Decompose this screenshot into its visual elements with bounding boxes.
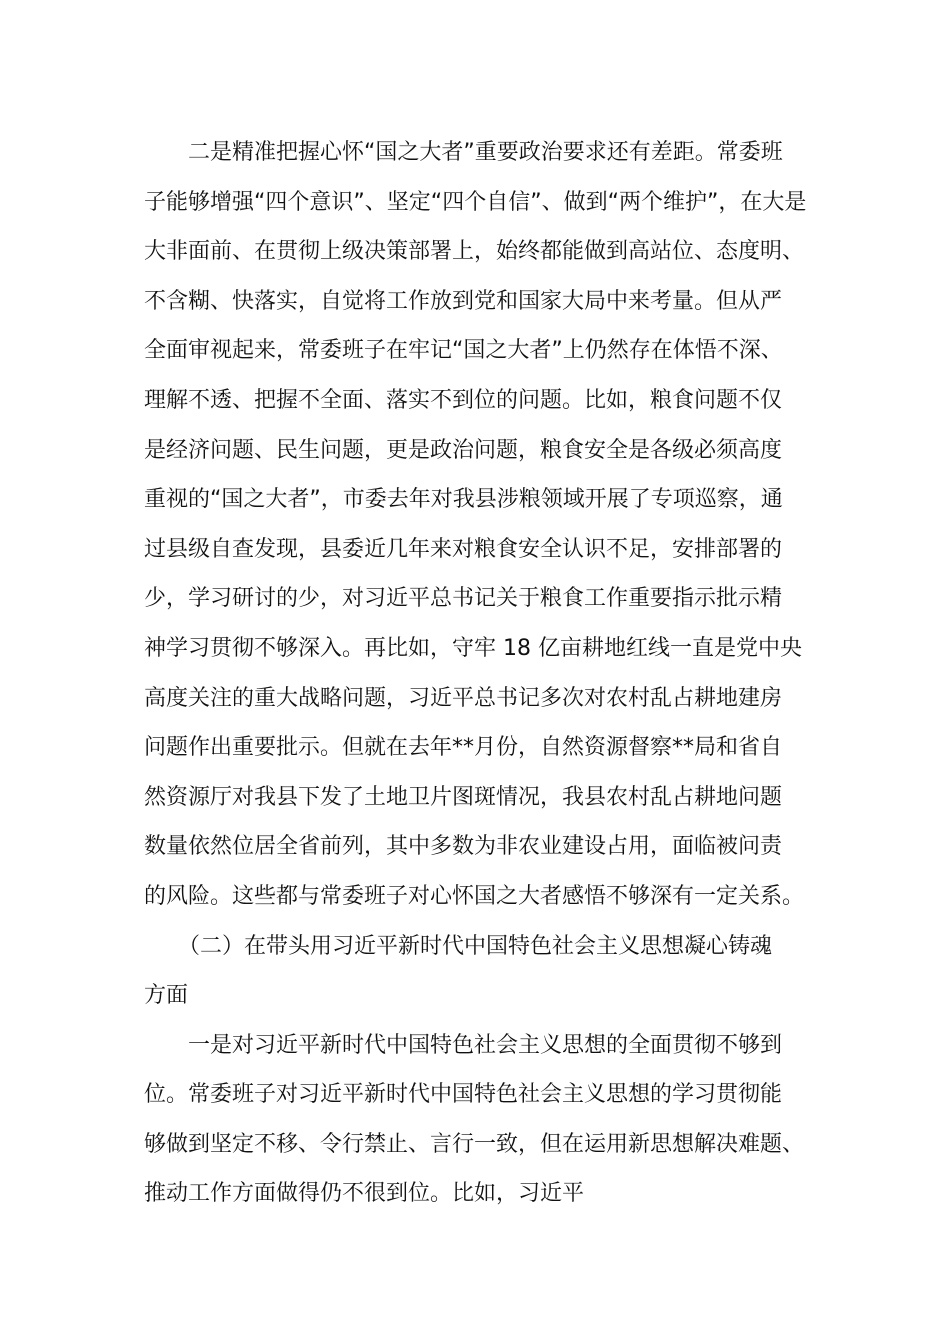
text-line: 理解不透、把握不全面、落实不到位的问题。比如，粮食问题不仅 <box>144 387 783 413</box>
text-line: 位。常委班子对习近平新时代中国特色社会主义思想的学习贯彻能 <box>144 1082 783 1108</box>
text-line: 神学习贯彻不够深入。再比如，守牢 18 亿亩耕地红线一直是党中央 <box>144 635 802 661</box>
paragraph-two <box>144 1021 812 1219</box>
text-line: 二是精准把握心怀“国之大者”重要政治要求还有差距。常委班 <box>188 140 783 165</box>
paragraph-one <box>144 128 812 922</box>
text-line: 是经济问题、民生问题，更是政治问题，粮食安全是各级必须高度 <box>144 437 783 463</box>
text-line: 然资源厅对我县下发了土地卫片图斑情况，我县农村乱占耕地问题 <box>144 784 783 810</box>
text-line: 问题作出重要批示。但就在去年**月份，自然资源督察**局和省自 <box>144 735 783 761</box>
document-body <box>144 128 812 1219</box>
text-line: 不含糊、快落实，自觉将工作放到党和国家大局中来考量。但从严 <box>144 288 783 314</box>
text-line: 少，学习研讨的少，对习近平总书记关于粮食工作重要指示批示精 <box>144 586 783 612</box>
text-line: 数量依然位居全省前列，其中多数为非农业建设占用，面临被问责 <box>144 834 783 860</box>
section-heading <box>144 922 812 1021</box>
text-line: 过县级自查发现，县委近几年来对粮食安全认识不足，安排部署的 <box>144 536 783 562</box>
text-line: 子能够增强“四个意识”、坚定“四个自信”、做到“两个维护”，在大是 <box>144 189 807 215</box>
text-line: 够做到坚定不移、令行禁止、言行一致，但在运用新思想解决难题、 <box>144 1131 805 1157</box>
text-line: 高度关注的重大战略问题，习近平总书记多次对农村乱占耕地建房 <box>144 685 783 711</box>
text-line: 的风险。这些都与常委班子对心怀国之大者感悟不够深有一定关系。 <box>144 883 805 909</box>
text-line: 一是对习近平新时代中国特色社会主义思想的全面贯彻不够到 <box>188 1032 783 1058</box>
text-line: 推动工作方面做得仍不很到位。比如，习近平 <box>144 1181 585 1207</box>
section-heading-line: （二）在带头用习近平新时代中国特色社会主义思想凝心铸魂 <box>178 933 773 959</box>
section-heading-line: 方面 <box>144 983 189 1009</box>
text-line: 全面审视起来，常委班子在牢记“国之大者”上仍然存在体悟不深、 <box>144 338 783 364</box>
text-line: 大非面前、在贯彻上级决策部署上，始终都能做到高站位、态度明、 <box>144 239 805 265</box>
text-line: 重视的“国之大者”，市委去年对我县涉粮领域开展了专项巡察，通 <box>144 487 783 513</box>
